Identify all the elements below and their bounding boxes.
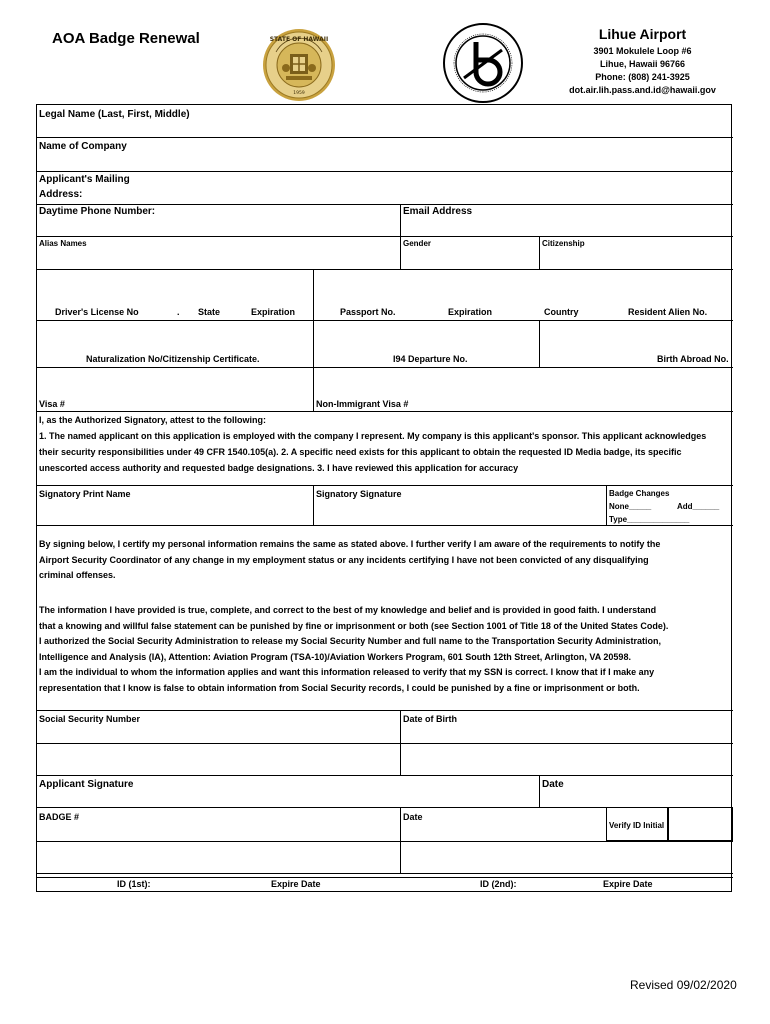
daytime-phone-label: Daytime Phone Number: <box>39 206 156 217</box>
badge-number-label: BADGE # <box>39 812 80 822</box>
signatory-print-name-label: Signatory Print Name <box>39 489 131 499</box>
alias-names-label: Alias Names <box>39 239 87 248</box>
expire-date-2-label: Expire Date <box>603 879 653 889</box>
country-label: Country <box>544 307 579 317</box>
attestation-text: I, as the Authorized Signatory, attest to the following: 1. The named applicant on this application is employed with the company I represent. My company is this applicant's sponsor. This applicant acknowledges their security responsibilities under 49 CFR 1540.105(a). 2. A specific need exists for this applicant to obtain the requested ID Media badge, its specific unescorted access authority and requested badge designations. 3. I have reviewed this application for accuracy <box>39 415 707 473</box>
verify-id-label: Verify ID Initial <box>609 821 665 830</box>
badge-renewal-form <box>36 104 732 892</box>
state-seal-icon <box>262 28 336 102</box>
badge-change-add[interactable]: Add______ <box>677 502 720 511</box>
verify-id-initial-input[interactable] <box>668 807 733 841</box>
svg-text:STATE OF HAWAII: STATE OF HAWAII <box>269 36 329 43</box>
mailing-address-label-2: Address: <box>39 189 83 200</box>
non-immigrant-visa-label: Non-Immigrant Visa # <box>316 399 409 409</box>
signatory-signature-label: Signatory Signature <box>316 489 402 499</box>
airport-phone: Phone: (808) 241-3925 <box>595 72 690 82</box>
dl-separator: . <box>177 307 180 317</box>
airport-address-line2: Lihue, Hawaii 96766 <box>599 59 686 69</box>
badge-date-label: Date <box>403 812 423 822</box>
badge-change-none[interactable]: None_____ <box>609 502 652 511</box>
applicant-signature-label: Applicant Signature <box>39 779 134 790</box>
airport-email[interactable]: dot.air.lih.pass.and.id@hawaii.gov <box>569 85 716 95</box>
ssn-label: Social Security Number <box>39 714 141 724</box>
visa-label: Visa # <box>39 399 65 409</box>
dl-expiration-label: Expiration <box>251 307 296 317</box>
gender-label: Gender <box>403 239 432 248</box>
certification-paragraph-2: The information I have provided is true, complete, and correct to the best of my knowledge and belief and is provided in good faith. I understand that a knowing and willful false statement can be punished by fine or imprisonment or both (see Section 1001 of Title 18 of the United States Code). I authorized the Social Security Administration to release my Social Security Number and full name to the Transportation Security Administration, Intelligence and Analysis (IA), Attention: Aviation Program (TSA-10)/Aviation Workers Program, 601 South 12th Street, Arlington, VA 20598. I am the individual to whom the information applies and want this information released to verify that my SSN is correct. I know that if I make any representation that I know is false to obtain information from Social Security records, I could be punished by a fine or imprisonment or both. <box>39 605 669 693</box>
company-label: Name of Company <box>39 141 127 152</box>
legal-name-label: Legal Name (Last, First, Middle) <box>39 109 190 120</box>
certification-paragraph-1: By signing below, I certify my personal information remains the same as stated above. I further verify I am aware of the requirements to notify the Airport Security Coordinator of any change in my employment status or any incidents certifying I have not been convicted of any disqualifying criminal offenses. <box>39 539 661 580</box>
citizenship-label: Citizenship <box>542 239 585 248</box>
id-1st-label: ID (1st): <box>117 879 151 889</box>
passport-expiration-label: Expiration <box>448 307 493 317</box>
dot-logo-icon <box>442 22 524 104</box>
revision-date: Revised 09/02/2020 <box>630 978 737 992</box>
state-label: State <box>198 307 221 317</box>
mailing-address-label-1: Applicant's Mailing <box>39 174 130 185</box>
birth-abroad-label: Birth Abroad No. <box>657 354 729 364</box>
airport-name: Lihue Airport <box>598 26 687 42</box>
i94-label: I94 Departure No. <box>393 354 468 364</box>
expire-date-1-label: Expire Date <box>271 879 321 889</box>
airport-contact-block <box>560 26 725 97</box>
airport-address-line1: 3901 Mokulele Loop #6 <box>593 46 692 56</box>
passport-label: Passport No. <box>340 307 396 317</box>
badge-change-type[interactable]: Type______________ <box>609 515 690 524</box>
naturalization-label: Naturalization No/Citizenship Certificate. <box>86 354 260 364</box>
form-title: AOA Badge Renewal <box>52 30 200 47</box>
dob-label: Date of Birth <box>403 714 457 724</box>
badge-changes-label: Badge Changes <box>609 489 670 498</box>
id-2nd-label: ID (2nd): <box>480 879 517 889</box>
svg-text:1959: 1959 <box>293 91 305 96</box>
email-address-label: Email Address <box>403 206 473 217</box>
resident-alien-label: Resident Alien No. <box>628 307 708 317</box>
signature-date-label: Date <box>542 779 564 790</box>
drivers-license-label: Driver's License No <box>55 307 139 317</box>
